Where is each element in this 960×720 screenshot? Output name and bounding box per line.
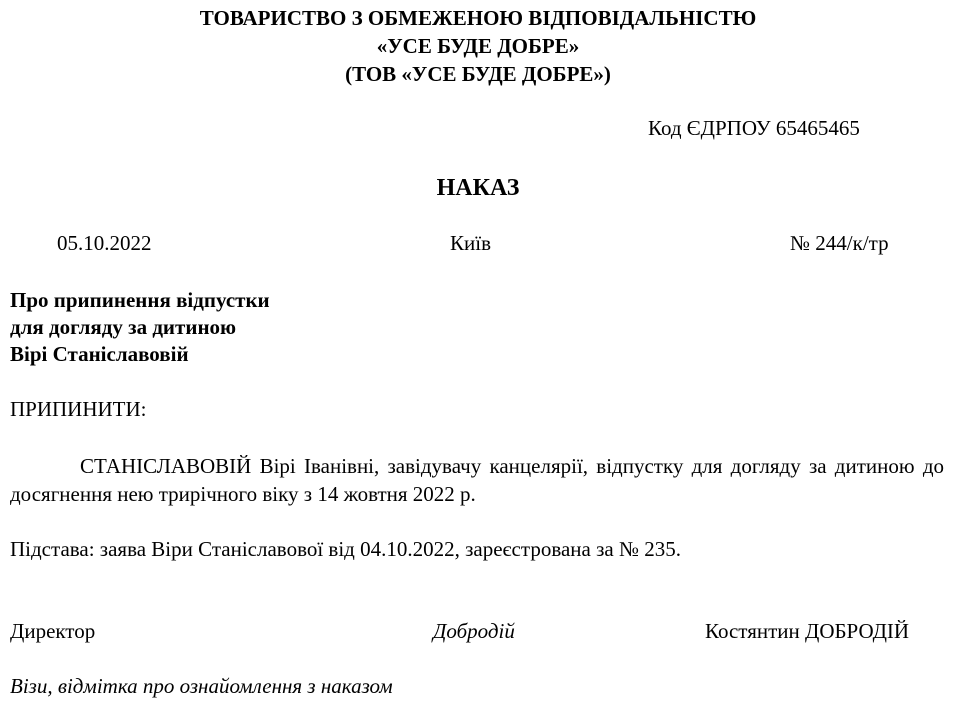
signatory-name: Костянтин ДОБРОДІЙ — [705, 619, 910, 643]
edrpou-code: Код ЄДРПОУ 65465465 — [648, 116, 860, 140]
directive-heading: ПРИПИНИТИ: — [10, 397, 147, 421]
document-title: НАКАЗ — [436, 175, 520, 201]
document-number: № 244/к/тр — [790, 231, 889, 255]
visas-note: Візи, відмітка про ознайомлення з наказом — [10, 674, 393, 698]
subject-line3: Вірі Станіславовій — [10, 342, 189, 366]
subject-line1: Про припинення відпустки — [10, 288, 270, 312]
basis-line: Підстава: заява Віри Станіславової від 04.10.2022, зареєстрована за № 235. — [10, 537, 681, 561]
document-city: Київ — [450, 231, 491, 255]
handwritten-signature: Добродій — [433, 619, 515, 643]
org-name-line1: ТОВАРИСТВО З ОБМЕЖЕНОЮ ВІДПОВІДАЛЬНІСТЮ — [199, 6, 757, 30]
org-short-name: (ТОВ «УСЕ БУДЕ ДОБРЕ») — [345, 62, 611, 86]
org-name-line2: «УСЕ БУДЕ ДОБРЕ» — [376, 34, 580, 58]
signatory-position: Директор — [10, 619, 96, 643]
order-paragraph: СТАНІСЛАВОВІЙ Вірі Іванівні, завідувачу канцелярії, відпустку для догляду за дитиною до досягнення нею трирічного віку з 14 жовтня 2022 р. — [10, 454, 944, 506]
subject-line2: для догляду за дитиною — [10, 315, 237, 339]
document-date: 05.10.2022 — [57, 231, 152, 255]
